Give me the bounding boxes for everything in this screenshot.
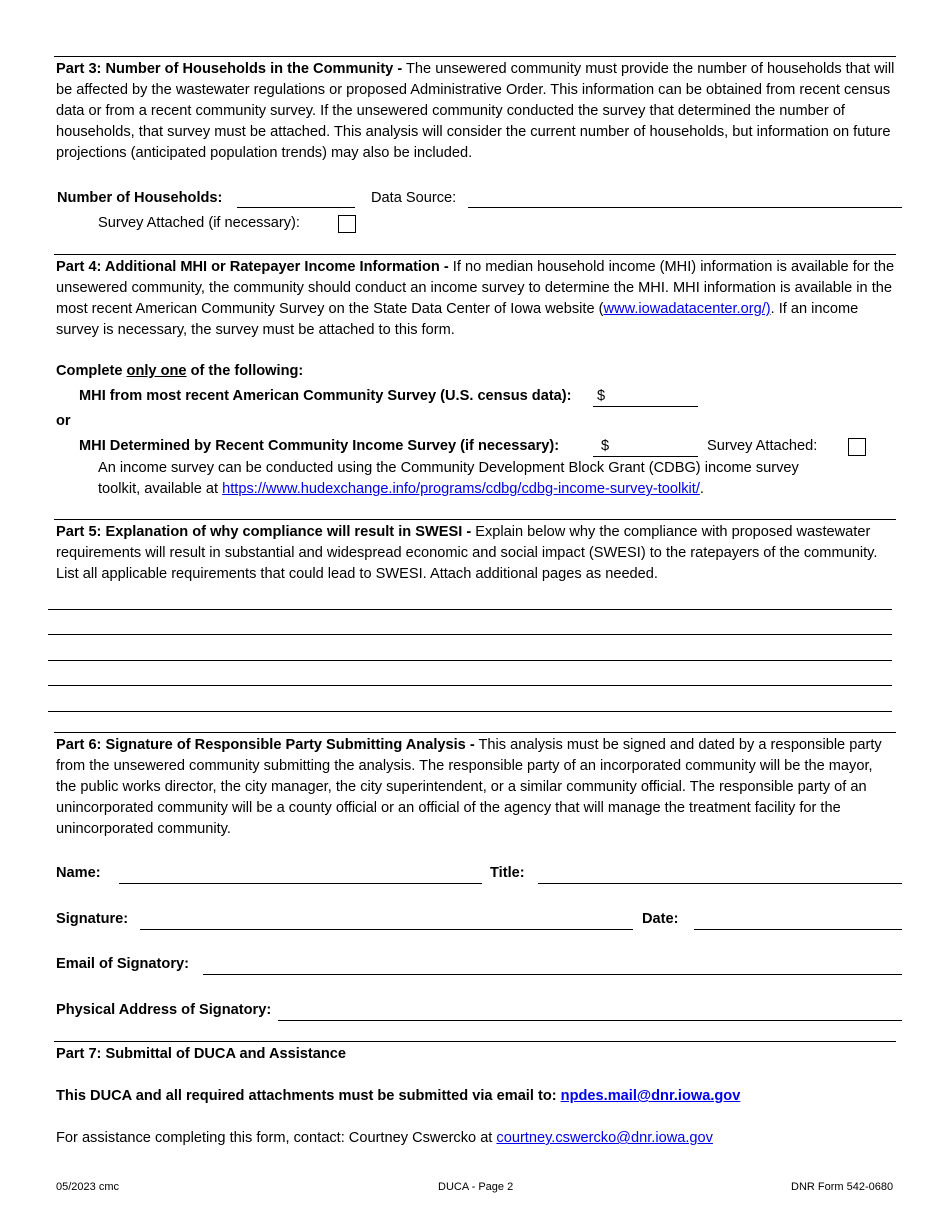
part4-paragraph bbox=[56, 257, 896, 341]
address-field[interactable] bbox=[278, 1020, 902, 1021]
part3-heading: Part 3: Number of Households in the Community - bbox=[56, 61, 403, 77]
mhi-acs-label: MHI from most recent American Community Survey (U.S. census data): bbox=[79, 388, 572, 404]
part7-top-rule bbox=[54, 1041, 896, 1042]
submit-email-link[interactable]: npdes.mail@dnr.iowa.gov bbox=[560, 1088, 741, 1104]
mhi-survey-dollar: $ bbox=[601, 438, 610, 454]
households-label: Number of Households: bbox=[57, 190, 223, 206]
explanation-line-2[interactable] bbox=[48, 634, 892, 635]
email-label: Email of Signatory: bbox=[56, 956, 189, 972]
name-label: Name: bbox=[56, 865, 101, 881]
iowa-data-center-link[interactable]: www.iowadatacenter.org/) bbox=[603, 301, 771, 317]
data-source-field[interactable] bbox=[468, 207, 902, 208]
cdbg-note-line2: toolkit, available at https://www.hudexchange.info/programs/cdbg/cdbg-income-survey-toolkit/. bbox=[98, 481, 704, 497]
signature-field[interactable] bbox=[140, 929, 633, 930]
footer-page-number: DUCA - Page 2 bbox=[438, 1181, 514, 1193]
title-label: Title: bbox=[490, 865, 525, 881]
email-field[interactable] bbox=[203, 974, 902, 975]
address-label: Physical Address of Signatory: bbox=[56, 1002, 272, 1018]
part5-body: Explain below why the compliance with proposed wastewater requirements will result in substantial and widespread economic and social impact (SWESI) to the ratepayers of the community. List all applicable requirements that could lead to SWESI. Attach additional pages as needed. bbox=[56, 524, 878, 582]
part4-top-rule bbox=[54, 254, 896, 255]
only-one-emphasis: only one bbox=[126, 363, 187, 379]
mhi-survey-field[interactable] bbox=[593, 456, 698, 457]
part4-body-2: . If an income survey is necessary, the survey must be attached to this form. bbox=[56, 301, 859, 338]
part4-heading: Part 4: Additional MHI or Ratepayer Income Information - bbox=[56, 259, 449, 275]
assistance-email-link[interactable]: courtney.cswercko@dnr.iowa.gov bbox=[496, 1130, 713, 1146]
date-label: Date: bbox=[642, 911, 679, 927]
cdbg-toolkit-link[interactable]: https://www.hudexchange.info/programs/cdbg/cdbg-income-survey-toolkit/ bbox=[222, 481, 700, 497]
mhi-survey-label: MHI Determined by Recent Community Income Survey (if necessary): bbox=[79, 438, 560, 454]
explanation-line-4[interactable] bbox=[48, 685, 892, 686]
part3-top-rule bbox=[54, 56, 896, 57]
name-field[interactable] bbox=[119, 883, 482, 884]
or-label: or bbox=[56, 413, 71, 429]
part7-heading: Part 7: Submittal of DUCA and Assistance bbox=[56, 1046, 347, 1062]
explanation-line-1[interactable] bbox=[48, 609, 892, 610]
part5-heading: Part 5: Explanation of why compliance will result in SWESI - bbox=[56, 524, 472, 540]
cdbg-note-line1: An income survey can be conducted using the Community Development Block Grant (CDBG) income survey bbox=[98, 460, 799, 476]
footer-form-number: DNR Form 542-0680 bbox=[791, 1181, 894, 1193]
income-survey-attached-label: Survey Attached: bbox=[707, 438, 818, 454]
part6-top-rule bbox=[54, 732, 896, 733]
submit-instruction: This DUCA and all required attachments must be submitted via email to: npdes.mail@dnr.iowa.gov bbox=[56, 1088, 741, 1104]
survey-attached-checkbox[interactable] bbox=[338, 215, 356, 233]
part5-top-rule bbox=[54, 519, 896, 520]
part4-body-1: If no median household income (MHI) information is available for the unsewered community, the community should conduct an income survey to determine the MHI. MHI information is available in the most recent American Community Survey on the State Data Center of Iowa website ( bbox=[56, 259, 895, 317]
date-field[interactable] bbox=[694, 929, 902, 930]
complete-one-instruction: Complete only one of the following: bbox=[56, 363, 304, 379]
footer-date-code: 05/2023 cmc bbox=[56, 1181, 119, 1193]
part3-body: The unsewered community must provide the number of households that will be affected by the wastewater regulations or proposed Administrative Order. This information can be obtained from recent census data or from a recent community survey. If the unsewered community conducted the survey that determined the number of households, that survey must be attached. This analysis will consider the current number of households, but information on future projections (anticipated population trends) may also be included. bbox=[56, 61, 895, 161]
data-source-label: Data Source: bbox=[371, 190, 457, 206]
mhi-acs-field[interactable] bbox=[593, 406, 698, 407]
part6-heading: Part 6: Signature of Responsible Party Submitting Analysis - bbox=[56, 737, 475, 753]
income-survey-attached-checkbox[interactable] bbox=[848, 438, 866, 456]
part3-paragraph bbox=[56, 59, 896, 164]
explanation-line-5[interactable] bbox=[48, 711, 892, 712]
signature-label: Signature: bbox=[56, 911, 129, 927]
survey-attached-label: Survey Attached (if necessary): bbox=[98, 215, 300, 231]
part5-paragraph bbox=[56, 522, 896, 585]
title-field[interactable] bbox=[538, 883, 902, 884]
assistance-text: For assistance completing this form, contact: Courtney Cswercko at courtney.cswercko@dnr.iowa.gov bbox=[56, 1130, 713, 1146]
explanation-line-3[interactable] bbox=[48, 660, 892, 661]
part6-body: This analysis must be signed and dated by a responsible party from the unsewered community submitting the analysis. The responsible party of an incorporated community will be the mayor, the public works director, the city manager, the city superintendent, or a similar community official. The responsible party of an unincorporated community will be a county official or an official of the agency that will manage the treatment facility for the unincorporated community. bbox=[56, 737, 882, 837]
mhi-acs-dollar: $ bbox=[597, 388, 606, 404]
households-field[interactable] bbox=[237, 207, 355, 208]
part6-paragraph bbox=[56, 735, 896, 840]
